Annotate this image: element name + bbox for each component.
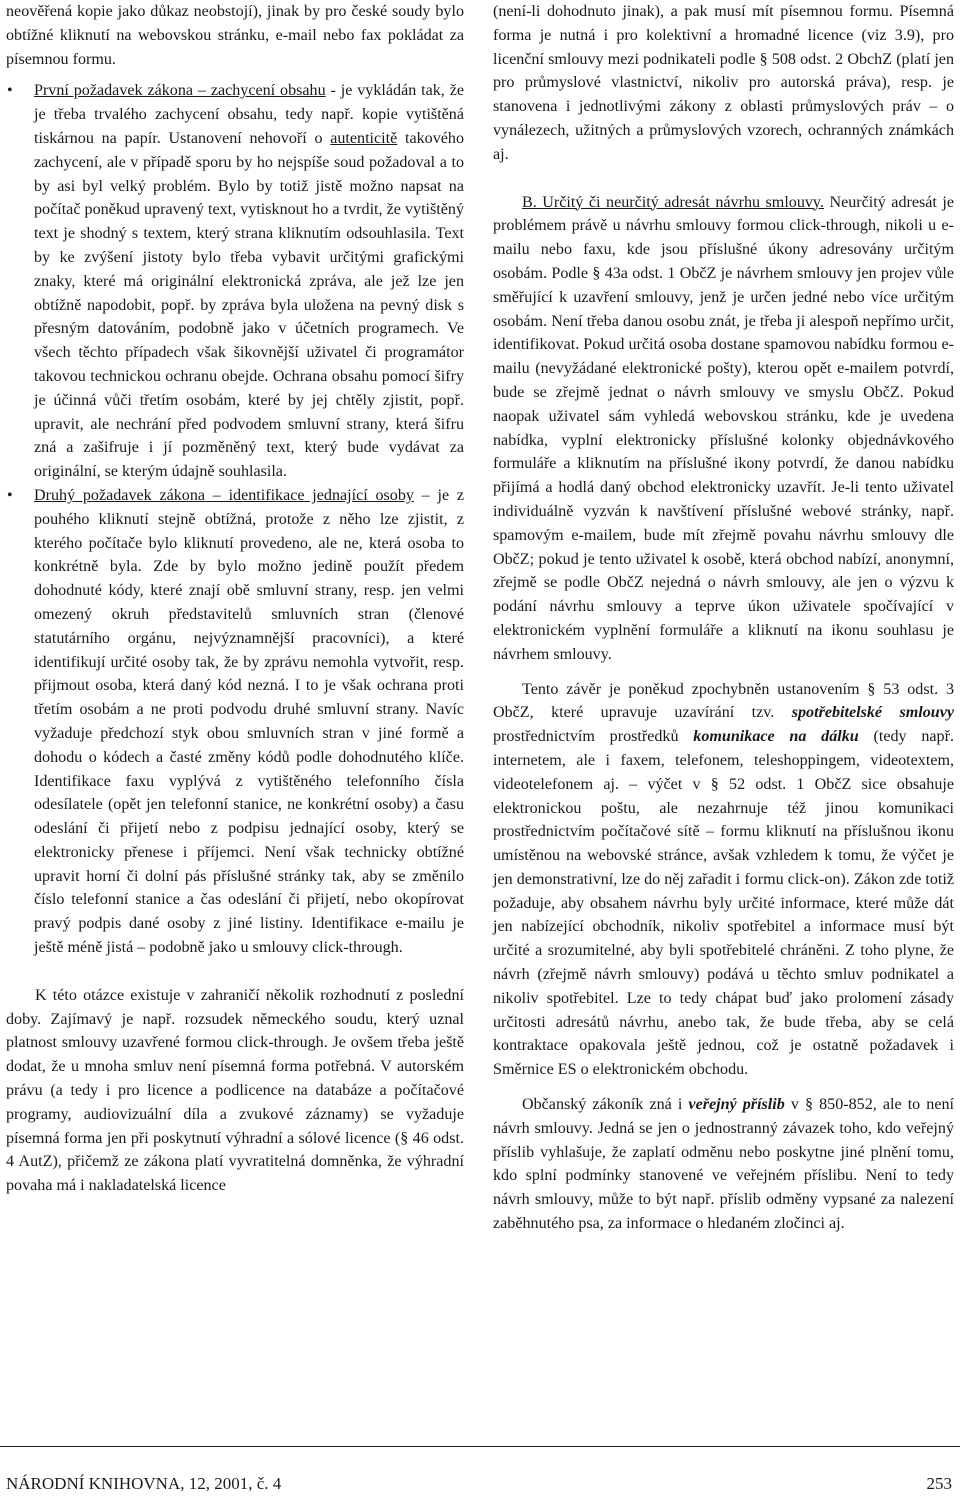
footer-divider: [0, 1446, 960, 1447]
page-number: 253: [926, 1474, 952, 1493]
para-3-text-3: (tedy např. internetem, ale i faxem, telefonem, teleshoppingem, videotextem, videotelefonem aj. – výčet v § 52 odst. 1 ObčZ sice obsahuje elektronickou poštu, ale nezahrnuje též jinou komunikaci prostřednictvím počítačové sítě – formu kliknutí na příslušnou ikonu umístěnou na webovské stránce, avšak vzhledem k tomu, že výčet je jen demonstrativní, lze do něj zařadit i formu click-on). Zákon zde totiž požaduje, aby obsahem návrhu byly určité informace, které může dát jen nabízející obchodník, nikoliv spotřebitel a informace musí být určité a srozumitelné, aby byli spotřebitelé chráněni. Z toho plyne, že návrh (zřejmě návrh smlouvy) podává u těchto smluv podnikatel a nikoliv spotřebitel. Lze to tedy chápat buď jako prolomení zásady určitosti adresátů návrhu, anebo tak, že bude třeba, aby se celá kontraktace opakovala ještě jednou, což je ostatně požadavek i Směrnice ES o elektronickém obchodu.: [493, 728, 954, 1079]
para-4-text-1: Občanský zákoník zná i: [522, 1096, 689, 1114]
para-3-text-2: prostřednictvím prostředků: [493, 728, 694, 746]
emphasis-distance-communication: komunikace na dálku: [693, 728, 859, 746]
requirements-list: [6, 79, 464, 959]
section-b-heading: B. Určitý či neurčitý adresát návrhu smlouvy.: [522, 193, 824, 211]
emphasis-consumer-contracts: spotřebitelské smlouvy: [791, 704, 954, 722]
bullet-1-label: První požadavek zákona – zachycení obsahu: [34, 82, 326, 100]
section-b-text: Neurčitý adresát je problémem právě u návrhu smlouvy formou click-through, nikoli u e-mailu nebo faxu, kde jsou příslušné úkony adresovány určitým osobám. Podle § 43a odst. 1 ObčZ je návrhem smlouvy jen projev vůle směřující k uzavření smlouvy, jenž je určen jedné nebo více určitým osobám. Není třeba danou osobu znát, je třeba ji alespoň nepřímo určit, identifikovat. Pokud určitá osoba dostane spamovou nabídku formou e-mailu (nevyžádané elektronické pošty), kterou opět e-mailem potvrdí, bude se zřejmě jednat o návrh smlouvy ve smyslu ObčZ. Pokud naopak uživatel sám vyhledá webovskou stránku, kde je uvedena nabídka, vyplní elektronicky příslušné kolonky objednávkového formuláře a kliknutím na příslušné ikony potvrdí, že danou nabídku přijímá a hodlá daný obchod elektronicky uzavřít. Je-li tento uživatel individuálně vyzván k navštívení příslušné webové stránky, např. spamovým e-mailem, bude mít zřejmě povahu návrhu smlouvy dle ObčZ; pokud je tento uživatel k osobě, která obchod nabízí, anonymní, zřejmě se podle ObčZ nejedná o návrh smlouvy, ale jen o výzvu k podání návrhu smlouvy a teprve úkon uživatele spočívající v elektronickém vyplnění formuláře a kliknutí na ikonu souhlasu je návrhem smlouvy.: [493, 193, 954, 663]
list-item: [6, 484, 464, 960]
list-item: [6, 79, 464, 484]
emphasis-public-promise: veřejný příslib: [688, 1096, 785, 1114]
bullet-icon: •: [7, 82, 13, 100]
bullet-1-text-2: takového zachycení, ale v případě sporu by ho nejspíše soud požadoval a to by asi byl velký problém. Bylo by totiž jistě možno napsat na počítač poněkud upravený text, vytisknout ho a tvrdit, že vytištěný text je shodný s textem, který strana kliknutím odsouhlasila. Text by ke zvýšení jistoty bylo třeba vybavit určitými grafickými znaky, které má originální elektronická zpráva, ale jež lze jen obtížně napodobit, popř. by zpráva byla uložena na pevný disk s přesným datováním, podobně jako v účetních programech. Ve všech těchto případech však šikovnější uživatel či programátor takovou technickou ochranu obejde. Ochrana obsahu pomocí šifry je účinná vůči třetím osobám, které by jej chtěly zjistit, popř. upravit, ale nechrání před podvodem smluvní strany, která šifru zná a zašifruje i jí pozměněný text, který bude vydávat za originální, se kterým údajně souhlasila.: [34, 129, 464, 481]
para-3-text-1: Tento závěr je poněkud zpochybněn ustanovením § 53 odst. 3 ObčZ, které upravuje uzavírání tzv.: [493, 680, 954, 722]
footer-journal: NÁRODNÍ KNIHOVNA, 12, 2001, č. 4: [6, 1474, 282, 1493]
right-paragraph-3: [493, 678, 954, 1083]
bullet-1-term: autenticitě: [330, 129, 398, 147]
left-intro-paragraph: neověřená kopie jako důkaz neobstojí), jinak by pro české soudy bylo obtížné kliknutí na webovskou stránku, e-mail nebo fax pokládat za písemnou formu.: [6, 3, 464, 68]
bullet-2-text: – je z pouhého kliknutí stejně obtížná, protože z něho lze zjistit, z kterého počítače bylo kliknutí provedeno, ale ne, která osoba to konkrétně byla. Zde by bylo možno jedině použít předem dohodnuté kódy, které znají obě smluvní strany, resp. jen velmi omezený okruh představitelů smluvních stran (členové statutárního orgánu, nejvýznamnější pracovníci), a které identifikují určité osoby tak, že by zprávu nemohla vytvořit, resp. přijmout osoba, která daný kód nezná. I to je však ochrana proti třetím osobám a ne proti podvodu druhé smluvní strany. Navíc vyžaduje předchozí styk obou smluvních stran v jiné formě a dohodu o kódech a časté změny kódů podle dohodnutého klíče. Identifikace faxu vyplývá z vytištěného telefonního čísla odesílatele (opět jen telefonní stanice, ne konkrétní osoby) a času odeslání či přijetí nebo z podpisu jednající osoby, který se elektronicky přenese i příjemci. Není však technicky obtížné upravit horní či dolní pás příslušné stránky tak, aby se změnilo číslo telefonní stanice a čas odeslání či přijetí, nebo okopírovat pravý podpis dané osoby z jiné listiny. Identifikace e-mailu je ještě méně jistá – podobně jako u smlouvy click-through.: [34, 486, 464, 957]
bullet-icon: •: [7, 486, 13, 504]
bullet-1-text: - je vykládán tak, že je třeba trvalého zachycení obsahu, tedy např. kopie vytištěná tiskárnou na papír. Ustanovení nehovoří o: [34, 82, 464, 147]
bullet-2-label: Druhý požadavek zákona – identifikace jednající osoby: [34, 486, 414, 504]
left-paragraph-2: K této otázce existuje v zahraničí několik rozhodnutí z poslední doby. Zajímavý je např. rozsudek německého soudu, který uznal platnost smlouvy uzavřené formou click-through. Je ovšem třeba ještě dodat, že u mnoha smluv není písemná forma potřebná. V autorském právu (a tedy i pro licence a podlicence na databáze a počítačové programy, audiovizuální díla a zvukové záznamy) se vyžaduje písemná forma jen při poskytnutí výhradní a sólové licence (§ 46 odst. 4 AutZ), přičemž ze zákona platí vyvratitelná domněnka, že výhradní povaha má i nakladatelská licence: [6, 986, 464, 1195]
right-continuation-paragraph: (není-li dohodnuto jinak), a pak musí mít písemnou formu. Písemná forma je nutná i pro kolektivní a hromadné licence (viz 3.9), pro licenční smlouvy mezi podnikateli podle § 508 odst. 2 ObchZ (platí jen pro průmyslové vlastnictví, nikoliv pro autorská práva), resp. je stanovena i jednotlivými zákony z oblasti průmyslových práv – o vynálezech, užitných a průmyslových vzorech, ochranných známkách aj.: [493, 3, 954, 163]
para-4-text-2: v § 850-852, ale to není návrh smlouvy. Jedná se jen o jednostranný závazek toho, kdo veřejný příslib vyhlašuje, že zaplatí odměnu nebo poskytne jiné plnění tomu, kdo splní podmínky stanovené ve veřejném příslibu. Není to tedy návrh smlouvy, může to být např. příslib odměny vypsané za nalezení zaběhnutého psa, za informace o hledaném zločinci aj.: [493, 1096, 954, 1233]
left-column: [6, 0, 464, 1198]
right-paragraph-4: [493, 1093, 954, 1236]
right-column: [493, 0, 954, 1236]
section-b-paragraph: [493, 191, 954, 667]
